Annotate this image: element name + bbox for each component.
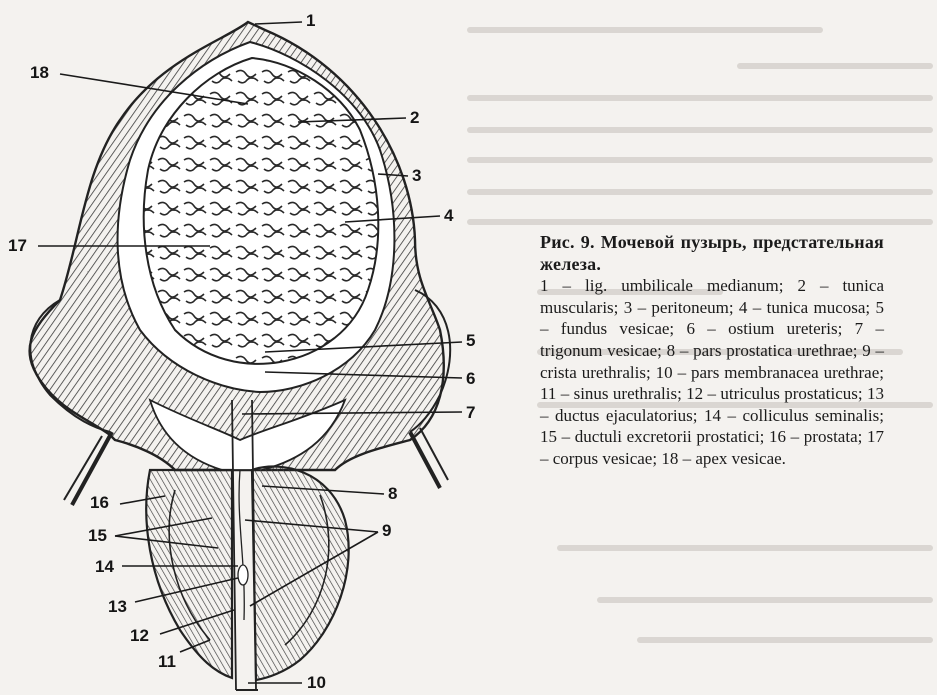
label-4: 4 (444, 206, 454, 225)
label-15: 15 (88, 526, 107, 545)
label-1: 1 (306, 11, 316, 30)
caption-heading (540, 232, 884, 275)
caption-title: Мочевой пузырь, предстательная железа. (540, 232, 884, 274)
label-18: 18 (30, 63, 49, 82)
caption-legend: 1 – lig. umbilicale medianum; 2 – tunica muscularis; 3 – peritoneum; 4 – tunica mucosa; 5 – fundus vesicae; 6 – ostium ureteris; 7 – trigonum vesicae; 8 – pars prostatica urethrae; 9 – crista urethralis; 10 – pars membranacea urethrae; 11 – sinus urethralis; 12 – utriculus prostaticus; 13 – ductus ejaculatorius; 14 – colliculus seminalis; 15 – ductuli excretorii prostatici; 16 – prostata; 17 – corpus vesicae; 18 – apex vesicae. (540, 276, 884, 468)
label-7: 7 (466, 403, 476, 422)
label-5: 5 (466, 331, 476, 350)
label-9: 9 (382, 521, 392, 540)
label-6: 6 (466, 369, 476, 388)
label-13: 13 (108, 597, 127, 616)
label-16: 16 (90, 493, 109, 512)
label-10: 10 (307, 673, 326, 692)
prostate-left-lobe (146, 470, 232, 678)
label-17: 17 (8, 236, 27, 255)
figure-caption (540, 232, 884, 470)
label-2: 2 (410, 108, 420, 127)
label-12: 12 (130, 626, 149, 645)
caption-prefix: Рис. 9. (540, 232, 595, 252)
prostate-right-lobe (252, 467, 349, 680)
label-14: 14 (95, 557, 114, 576)
label-3: 3 (412, 166, 422, 185)
label-8: 8 (388, 484, 398, 503)
label-11: 11 (158, 652, 176, 671)
